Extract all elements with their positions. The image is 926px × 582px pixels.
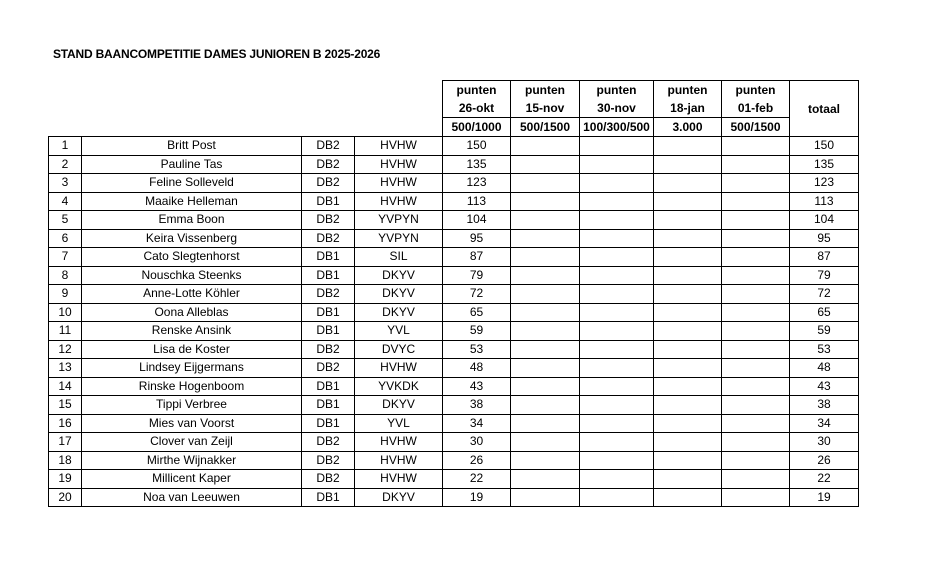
points-15-nov-cell bbox=[511, 155, 580, 174]
club-cell: HVHW bbox=[355, 137, 443, 156]
points-01-feb-cell bbox=[722, 470, 790, 489]
name-cell: Lisa de Koster bbox=[82, 340, 302, 359]
table-row bbox=[49, 248, 859, 267]
points-18-jan-cell bbox=[654, 303, 722, 322]
header-date-1: 26-okt bbox=[443, 99, 511, 118]
page-title: STAND BAANCOMPETITIE DAMES JUNIOREN B 2025-2026 bbox=[53, 47, 381, 61]
rank-cell: 14 bbox=[49, 377, 82, 396]
rank-cell: 19 bbox=[49, 470, 82, 489]
points-18-jan-cell bbox=[654, 137, 722, 156]
club-cell: SIL bbox=[355, 248, 443, 267]
header-row-punten bbox=[49, 81, 859, 100]
table-row bbox=[49, 174, 859, 193]
points-30-nov-cell bbox=[580, 155, 654, 174]
points-26-okt-cell: 38 bbox=[443, 396, 511, 415]
points-15-nov-cell bbox=[511, 137, 580, 156]
points-26-okt-cell: 22 bbox=[443, 470, 511, 489]
points-01-feb-cell bbox=[722, 229, 790, 248]
club-cell: DKYV bbox=[355, 396, 443, 415]
category-cell: DB1 bbox=[302, 248, 355, 267]
points-18-jan-cell bbox=[654, 414, 722, 433]
table-row bbox=[49, 192, 859, 211]
points-01-feb-cell bbox=[722, 377, 790, 396]
category-cell: DB2 bbox=[302, 451, 355, 470]
rank-cell: 8 bbox=[49, 266, 82, 285]
points-18-jan-cell bbox=[654, 266, 722, 285]
points-26-okt-cell: 95 bbox=[443, 229, 511, 248]
header-totaal-bottom bbox=[790, 118, 859, 137]
club-cell: DKYV bbox=[355, 266, 443, 285]
points-18-jan-cell bbox=[654, 174, 722, 193]
name-cell: Pauline Tas bbox=[82, 155, 302, 174]
points-01-feb-cell bbox=[722, 211, 790, 230]
header-punten-3: punten bbox=[580, 81, 654, 100]
table-row bbox=[49, 211, 859, 230]
table-row bbox=[49, 470, 859, 489]
header-date-4: 18-jan bbox=[654, 99, 722, 118]
points-30-nov-cell bbox=[580, 229, 654, 248]
category-cell: DB2 bbox=[302, 340, 355, 359]
category-cell: DB2 bbox=[302, 285, 355, 304]
rank-cell: 4 bbox=[49, 192, 82, 211]
club-cell: HVHW bbox=[355, 451, 443, 470]
table-row bbox=[49, 322, 859, 341]
category-cell: DB1 bbox=[302, 322, 355, 341]
club-cell: HVHW bbox=[355, 359, 443, 378]
points-26-okt-cell: 43 bbox=[443, 377, 511, 396]
name-cell: Feline Solleveld bbox=[82, 174, 302, 193]
name-cell: Tippi Verbree bbox=[82, 396, 302, 415]
club-cell: HVHW bbox=[355, 433, 443, 452]
points-30-nov-cell bbox=[580, 414, 654, 433]
points-30-nov-cell bbox=[580, 174, 654, 193]
total-cell: 95 bbox=[790, 229, 859, 248]
name-cell: Millicent Kaper bbox=[82, 470, 302, 489]
points-30-nov-cell bbox=[580, 285, 654, 304]
rank-cell: 5 bbox=[49, 211, 82, 230]
total-cell: 53 bbox=[790, 340, 859, 359]
points-15-nov-cell bbox=[511, 377, 580, 396]
table-row bbox=[49, 285, 859, 304]
points-30-nov-cell bbox=[580, 433, 654, 452]
total-cell: 22 bbox=[790, 470, 859, 489]
table-row bbox=[49, 396, 859, 415]
points-01-feb-cell bbox=[722, 488, 790, 507]
points-01-feb-cell bbox=[722, 433, 790, 452]
table-row bbox=[49, 451, 859, 470]
total-cell: 48 bbox=[790, 359, 859, 378]
category-cell: DB1 bbox=[302, 377, 355, 396]
points-01-feb-cell bbox=[722, 359, 790, 378]
club-cell: DKYV bbox=[355, 285, 443, 304]
points-18-jan-cell bbox=[654, 285, 722, 304]
category-cell: DB2 bbox=[302, 229, 355, 248]
points-01-feb-cell bbox=[722, 266, 790, 285]
points-26-okt-cell: 150 bbox=[443, 137, 511, 156]
total-cell: 79 bbox=[790, 266, 859, 285]
name-cell: Keira Vissenberg bbox=[82, 229, 302, 248]
points-18-jan-cell bbox=[654, 433, 722, 452]
total-cell: 87 bbox=[790, 248, 859, 267]
club-cell: YVL bbox=[355, 322, 443, 341]
points-30-nov-cell bbox=[580, 359, 654, 378]
name-cell: Rinske Hogenboom bbox=[82, 377, 302, 396]
total-cell: 34 bbox=[790, 414, 859, 433]
total-cell: 113 bbox=[790, 192, 859, 211]
club-cell: HVHW bbox=[355, 470, 443, 489]
table-row bbox=[49, 155, 859, 174]
points-30-nov-cell bbox=[580, 470, 654, 489]
points-26-okt-cell: 123 bbox=[443, 174, 511, 193]
name-cell: Cato Slegtenhorst bbox=[82, 248, 302, 267]
header-punten-2: punten bbox=[511, 81, 580, 100]
total-cell: 43 bbox=[790, 377, 859, 396]
points-15-nov-cell bbox=[511, 285, 580, 304]
points-30-nov-cell bbox=[580, 488, 654, 507]
club-cell: HVHW bbox=[355, 192, 443, 211]
rank-cell: 6 bbox=[49, 229, 82, 248]
points-01-feb-cell bbox=[722, 137, 790, 156]
name-cell: Britt Post bbox=[82, 137, 302, 156]
points-15-nov-cell bbox=[511, 488, 580, 507]
points-30-nov-cell bbox=[580, 137, 654, 156]
header-weight-4: 3.000 bbox=[654, 118, 722, 137]
points-26-okt-cell: 59 bbox=[443, 322, 511, 341]
points-26-okt-cell: 19 bbox=[443, 488, 511, 507]
header-date-3: 30-nov bbox=[580, 99, 654, 118]
club-cell: DVYC bbox=[355, 340, 443, 359]
points-26-okt-cell: 113 bbox=[443, 192, 511, 211]
club-cell: YVKDK bbox=[355, 377, 443, 396]
name-cell: Mirthe Wijnakker bbox=[82, 451, 302, 470]
club-cell: DKYV bbox=[355, 303, 443, 322]
header-punten-1: punten bbox=[443, 81, 511, 100]
table-row bbox=[49, 303, 859, 322]
points-15-nov-cell bbox=[511, 303, 580, 322]
points-01-feb-cell bbox=[722, 248, 790, 267]
points-01-feb-cell bbox=[722, 340, 790, 359]
category-cell: DB2 bbox=[302, 137, 355, 156]
category-cell: DB1 bbox=[302, 266, 355, 285]
points-18-jan-cell bbox=[654, 396, 722, 415]
table-row bbox=[49, 377, 859, 396]
points-15-nov-cell bbox=[511, 192, 580, 211]
club-cell: YVL bbox=[355, 414, 443, 433]
points-26-okt-cell: 135 bbox=[443, 155, 511, 174]
points-01-feb-cell bbox=[722, 322, 790, 341]
rank-cell: 7 bbox=[49, 248, 82, 267]
table-row bbox=[49, 414, 859, 433]
points-26-okt-cell: 72 bbox=[443, 285, 511, 304]
club-cell: YVPYN bbox=[355, 229, 443, 248]
points-18-jan-cell bbox=[654, 155, 722, 174]
header-row-weights bbox=[49, 118, 859, 137]
points-18-jan-cell bbox=[654, 377, 722, 396]
points-15-nov-cell bbox=[511, 414, 580, 433]
points-30-nov-cell bbox=[580, 192, 654, 211]
club-cell: HVHW bbox=[355, 155, 443, 174]
points-18-jan-cell bbox=[654, 470, 722, 489]
category-cell: DB2 bbox=[302, 211, 355, 230]
total-cell: 26 bbox=[790, 451, 859, 470]
rank-cell: 20 bbox=[49, 488, 82, 507]
name-cell: Clover van Zeijl bbox=[82, 433, 302, 452]
header-weight-5: 500/1500 bbox=[722, 118, 790, 137]
name-cell: Oona Alleblas bbox=[82, 303, 302, 322]
rank-cell: 3 bbox=[49, 174, 82, 193]
points-01-feb-cell bbox=[722, 414, 790, 433]
total-cell: 150 bbox=[790, 137, 859, 156]
points-30-nov-cell bbox=[580, 396, 654, 415]
points-30-nov-cell bbox=[580, 322, 654, 341]
points-18-jan-cell bbox=[654, 192, 722, 211]
total-cell: 135 bbox=[790, 155, 859, 174]
name-cell: Renske Ansink bbox=[82, 322, 302, 341]
header-date-2: 15-nov bbox=[511, 99, 580, 118]
points-15-nov-cell bbox=[511, 340, 580, 359]
total-cell: 72 bbox=[790, 285, 859, 304]
category-cell: DB1 bbox=[302, 414, 355, 433]
points-26-okt-cell: 65 bbox=[443, 303, 511, 322]
points-18-jan-cell bbox=[654, 340, 722, 359]
points-18-jan-cell bbox=[654, 229, 722, 248]
points-30-nov-cell bbox=[580, 340, 654, 359]
table-row bbox=[49, 229, 859, 248]
club-cell: HVHW bbox=[355, 174, 443, 193]
header-weight-1: 500/1000 bbox=[443, 118, 511, 137]
points-15-nov-cell bbox=[511, 470, 580, 489]
points-30-nov-cell bbox=[580, 248, 654, 267]
total-cell: 59 bbox=[790, 322, 859, 341]
points-26-okt-cell: 34 bbox=[443, 414, 511, 433]
points-01-feb-cell bbox=[722, 451, 790, 470]
name-cell: Noa van Leeuwen bbox=[82, 488, 302, 507]
points-15-nov-cell bbox=[511, 396, 580, 415]
name-cell: Nouschka Steenks bbox=[82, 266, 302, 285]
points-15-nov-cell bbox=[511, 451, 580, 470]
points-18-jan-cell bbox=[654, 248, 722, 267]
points-26-okt-cell: 79 bbox=[443, 266, 511, 285]
rank-cell: 10 bbox=[49, 303, 82, 322]
rank-cell: 11 bbox=[49, 322, 82, 341]
header-totaal: totaal bbox=[790, 99, 859, 118]
rank-cell: 13 bbox=[49, 359, 82, 378]
table-row bbox=[49, 433, 859, 452]
points-26-okt-cell: 104 bbox=[443, 211, 511, 230]
points-26-okt-cell: 48 bbox=[443, 359, 511, 378]
category-cell: DB1 bbox=[302, 396, 355, 415]
rank-cell: 15 bbox=[49, 396, 82, 415]
category-cell: DB2 bbox=[302, 433, 355, 452]
category-cell: DB1 bbox=[302, 192, 355, 211]
total-cell: 38 bbox=[790, 396, 859, 415]
points-30-nov-cell bbox=[580, 377, 654, 396]
rank-cell: 12 bbox=[49, 340, 82, 359]
points-26-okt-cell: 87 bbox=[443, 248, 511, 267]
points-01-feb-cell bbox=[722, 174, 790, 193]
header-totaal-top bbox=[790, 81, 859, 100]
points-15-nov-cell bbox=[511, 174, 580, 193]
category-cell: DB2 bbox=[302, 155, 355, 174]
rank-cell: 16 bbox=[49, 414, 82, 433]
table-row bbox=[49, 359, 859, 378]
points-15-nov-cell bbox=[511, 211, 580, 230]
points-15-nov-cell bbox=[511, 266, 580, 285]
rank-cell: 9 bbox=[49, 285, 82, 304]
total-cell: 123 bbox=[790, 174, 859, 193]
points-15-nov-cell bbox=[511, 248, 580, 267]
rank-cell: 17 bbox=[49, 433, 82, 452]
category-cell: DB2 bbox=[302, 359, 355, 378]
total-cell: 19 bbox=[790, 488, 859, 507]
points-18-jan-cell bbox=[654, 322, 722, 341]
points-18-jan-cell bbox=[654, 451, 722, 470]
points-15-nov-cell bbox=[511, 359, 580, 378]
points-01-feb-cell bbox=[722, 192, 790, 211]
category-cell: DB1 bbox=[302, 488, 355, 507]
table-row bbox=[49, 488, 859, 507]
name-cell: Mies van Voorst bbox=[82, 414, 302, 433]
header-date-5: 01-feb bbox=[722, 99, 790, 118]
header-punten-4: punten bbox=[654, 81, 722, 100]
points-30-nov-cell bbox=[580, 211, 654, 230]
name-cell: Anne-Lotte Köhler bbox=[82, 285, 302, 304]
points-18-jan-cell bbox=[654, 488, 722, 507]
rank-cell: 1 bbox=[49, 137, 82, 156]
total-cell: 65 bbox=[790, 303, 859, 322]
points-18-jan-cell bbox=[654, 211, 722, 230]
points-30-nov-cell bbox=[580, 451, 654, 470]
points-01-feb-cell bbox=[722, 303, 790, 322]
points-15-nov-cell bbox=[511, 433, 580, 452]
rank-cell: 18 bbox=[49, 451, 82, 470]
header-weight-3: 100/300/500 bbox=[580, 118, 654, 137]
header-punten-5: punten bbox=[722, 81, 790, 100]
total-cell: 30 bbox=[790, 433, 859, 452]
category-cell: DB2 bbox=[302, 174, 355, 193]
points-01-feb-cell bbox=[722, 285, 790, 304]
rank-cell: 2 bbox=[49, 155, 82, 174]
points-30-nov-cell bbox=[580, 303, 654, 322]
table-row bbox=[49, 137, 859, 156]
header-row-dates bbox=[49, 99, 859, 118]
club-cell: YVPYN bbox=[355, 211, 443, 230]
points-26-okt-cell: 30 bbox=[443, 433, 511, 452]
points-30-nov-cell bbox=[580, 266, 654, 285]
name-cell: Lindsey Eijgermans bbox=[82, 359, 302, 378]
category-cell: DB1 bbox=[302, 303, 355, 322]
table-row bbox=[49, 266, 859, 285]
points-26-okt-cell: 53 bbox=[443, 340, 511, 359]
total-cell: 104 bbox=[790, 211, 859, 230]
points-18-jan-cell bbox=[654, 359, 722, 378]
points-15-nov-cell bbox=[511, 322, 580, 341]
club-cell: DKYV bbox=[355, 488, 443, 507]
standings-table bbox=[48, 80, 859, 507]
header-weight-2: 500/1500 bbox=[511, 118, 580, 137]
name-cell: Emma Boon bbox=[82, 211, 302, 230]
points-01-feb-cell bbox=[722, 396, 790, 415]
category-cell: DB2 bbox=[302, 470, 355, 489]
name-cell: Maaike Helleman bbox=[82, 192, 302, 211]
points-01-feb-cell bbox=[722, 155, 790, 174]
table-row bbox=[49, 340, 859, 359]
points-26-okt-cell: 26 bbox=[443, 451, 511, 470]
points-15-nov-cell bbox=[511, 229, 580, 248]
